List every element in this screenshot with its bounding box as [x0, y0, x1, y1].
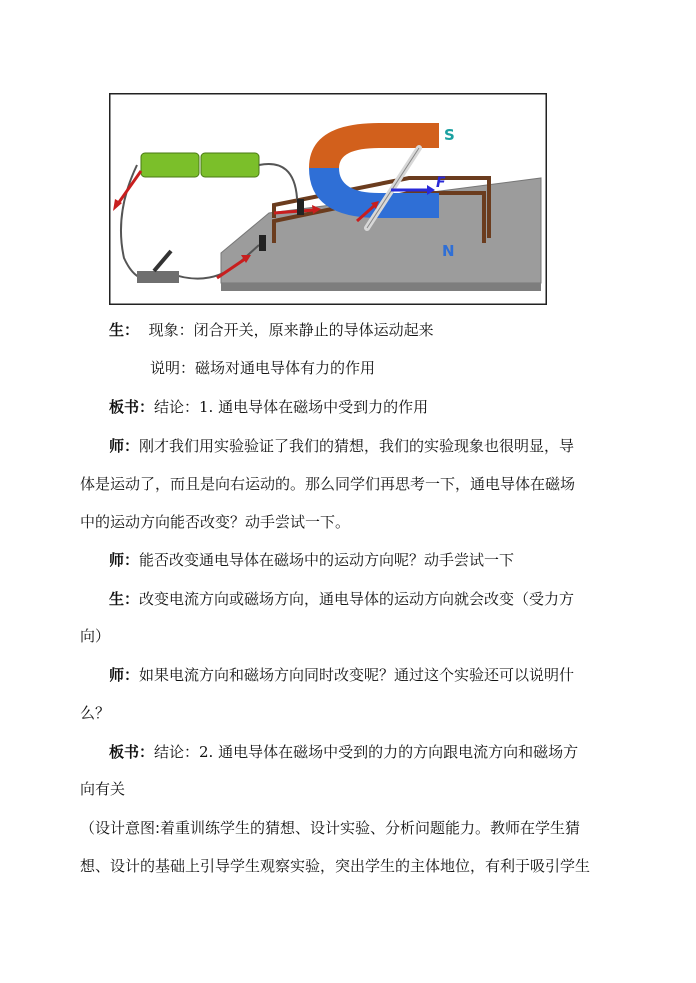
paragraph-student-2-line-1: 生：改变电流方向或磁场方向，通电导体的运动方向就会改变（受力方 — [109, 590, 575, 608]
paragraph-teacher-1-line-2: 体是运动了，而且是向右运动的。那么同学们再思考一下，通电导体在磁场 — [80, 475, 576, 493]
paragraph-board-note-2-line-2: 向有关 — [80, 780, 126, 798]
terminal-top — [297, 199, 304, 215]
paragraph-board-note-2-line-1: 板书：结论：2. 通电导体在磁场中受到的力的方向跟电流方向和磁场方 — [109, 743, 579, 761]
speaker-teacher: 师： — [109, 666, 140, 684]
paragraph-teacher-1-line-3: 中的运动方向能否改变？动手尝试一下。 — [80, 513, 351, 531]
explanation-text: 说明：磁场对通电导体有力的作用 — [150, 359, 376, 377]
speaker-board: 板书： — [109, 398, 155, 416]
n-pole-label: N — [442, 242, 455, 260]
paragraph-teacher-1-line-1: 师：刚才我们用实验验证了我们的猜想，我们的实验现象也很明显，导 — [109, 437, 575, 455]
speaker-board: 板书： — [109, 743, 155, 761]
experiment-figure — [109, 93, 547, 305]
design-note-line-2: 想、设计的基础上引导学生观察实验，突出学生的主体地位，有利于吸引学生 — [80, 857, 591, 875]
speaker-student: 生： — [109, 321, 140, 339]
speaker-student: 生： — [109, 590, 140, 608]
switch-base — [137, 271, 179, 283]
paragraph-teacher-2: 师：能否改变通电导体在磁场中的运动方向呢？动手尝试一下 — [109, 551, 515, 569]
conclusion-1-text: 结论：1. 通电导体在磁场中受到力的作用 — [154, 398, 429, 416]
speaker-teacher: 师： — [109, 437, 140, 455]
paragraph-explanation — [150, 357, 375, 379]
terminal-bottom — [259, 235, 266, 251]
paragraph-student-2-line-2: 向） — [80, 627, 111, 645]
battery-2 — [201, 153, 259, 177]
paragraph-teacher-3-line-1: 师：如果电流方向和磁场方向同时改变呢？通过这个实验还可以说明什 — [109, 666, 575, 684]
paragraph-teacher-3-line-2: 么？ — [80, 704, 111, 722]
paragraph-board-note-1 — [109, 396, 428, 418]
design-note-line-1: （设计意图:着重训练学生的猜想、设计实验、分析问题能力。教师在学生猜 — [80, 819, 581, 837]
paragraph-observation — [109, 319, 434, 341]
observation-text: 现象：闭合开关，原来静止的导体运动起来 — [148, 321, 434, 339]
speaker-teacher: 师： — [109, 551, 140, 569]
s-pole-label: S — [444, 126, 455, 144]
battery-1 — [141, 153, 199, 177]
force-label: F — [436, 175, 446, 191]
